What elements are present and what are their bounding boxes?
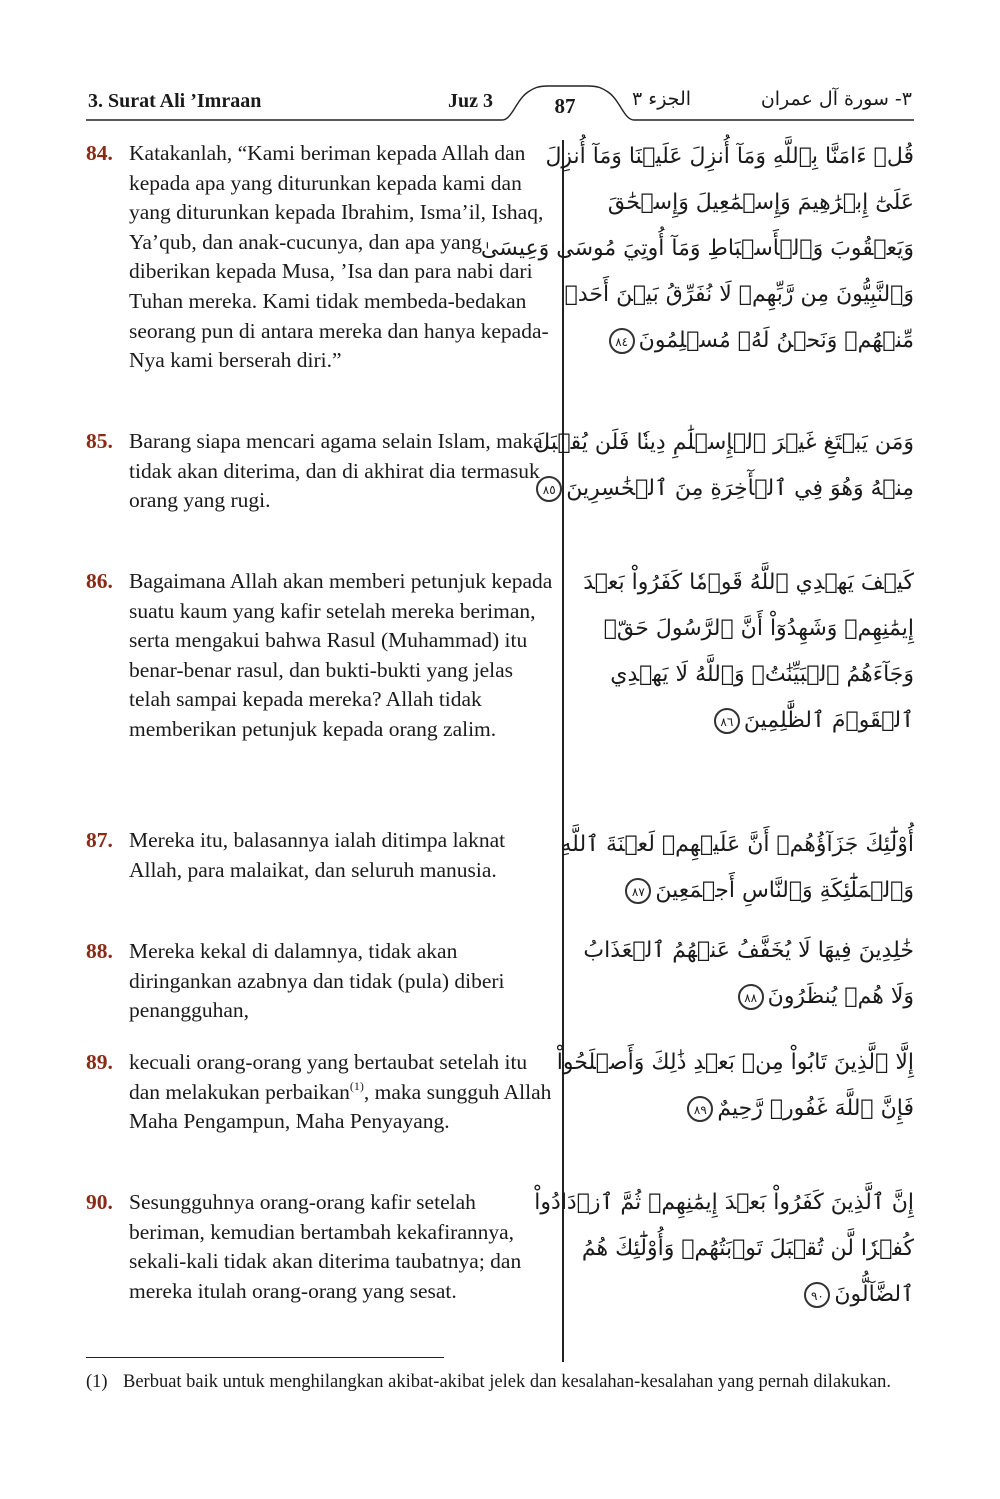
verse-arabic-85	[534, 420, 914, 512]
arabic-line: إِيمَٰنِهِمۡ وَشَهِدُوٓاْ أَنَّ ٱلرَّسُولَ حَقّٞ	[603, 616, 914, 641]
arabic-line: وَٱلنَّبِيُّونَ مِن رَّبِّهِمۡ لَا نُفَرِّقُ بَيۡنَ أَحَدٖ	[564, 282, 914, 307]
surah-title-latin: 3. Surat Ali ’Imraan	[88, 90, 262, 112]
arabic-line: إِلَّا ٱلَّذِينَ تَابُواْ مِنۢ بَعۡدِ ذَٰلِكَ وَأَصۡلَحُواْ	[556, 1050, 914, 1075]
ayah-end-marker: ٨٩	[687, 1096, 713, 1122]
arabic-line: وَجَآءَهُمُ ٱلۡبَيِّنَٰتُۚ وَٱللَّهُ لَا يَهۡدِي	[610, 662, 914, 687]
arabic-line: مِّنۡهُمۡ وَنَحۡنُ لَهُۥ مُسۡلِمُونَ	[638, 328, 914, 353]
verse-arabic-86	[583, 560, 914, 744]
column-divider	[562, 140, 564, 1362]
arabic-line: ٱلۡقَوۡمَ ٱلظَّٰلِمِينَ	[743, 708, 914, 733]
verse-text: Mereka itu, balasannya ialah ditimpa laknat Allah, para malaikat, dan seluruh manusia.	[129, 828, 506, 882]
page-header	[0, 0, 1000, 130]
arabic-line: إِنَّ ٱلَّذِينَ كَفَرُواْ بَعۡدَ إِيمَٰنِهِمۡ ثُمَّ ٱزۡدَادُواْ	[534, 1190, 914, 1215]
arabic-line: كُفۡرٗا لَّن تُقۡبَلَ تَوۡبَتُهُمۡ وَأُوْلَٰٓئِكَ هُمُ	[581, 1236, 914, 1261]
verse-number: 85.	[86, 429, 113, 453]
arabic-line: قُلۡ ءَامَنَّا بِٱللَّهِ وَمَآ أُنزِلَ عَلَيۡنَا وَمَآ أُنزِلَ	[545, 144, 914, 169]
ayah-end-marker: ٩٠	[804, 1282, 830, 1308]
verse-arabic-88	[583, 928, 914, 1020]
arabic-line: فَإِنَّ ٱللَّهَ غَفُورٞ رَّحِيمٌ	[717, 1096, 914, 1121]
footnote	[86, 1370, 914, 1395]
ayah-end-marker: ٨٧	[625, 878, 651, 904]
verse-number: 86.	[86, 569, 113, 593]
verse-translation-89	[86, 1048, 556, 1137]
verse-arabic-84	[480, 134, 914, 364]
verse-translation-90	[86, 1188, 556, 1306]
page-number: 87	[554, 94, 576, 118]
verse-translation-87	[86, 826, 556, 885]
verse-text-part: , maka sungguh Allah Maha Pengampun, Maha Penyayang.	[129, 1079, 552, 1134]
footnote-marker: (1)	[86, 1372, 108, 1392]
verse-text-part: kecuali orang-orang yang bertaubat setelah itu dan melakukan perbaikan	[129, 1050, 528, 1104]
verse-text: Barang siapa mencari agama selain Islam, maka tidak akan diterima, dan di akhirat dia termasuk orang yang rugi.	[129, 429, 543, 513]
arabic-line: أُوْلَٰٓئِكَ جَزَآؤُهُمۡ أَنَّ عَلَيۡهِمۡ لَعۡنَةَ ٱللَّهِ	[560, 832, 914, 857]
verse-text: Mereka kekal di dalamnya, tidak akan diringankan azabnya dan tidak (pula) diberi penangguhan,	[129, 939, 505, 1023]
juz-label-latin: Juz 3	[448, 90, 493, 112]
arabic-line: وَمَن يَبۡتَغِ غَيۡرَ ٱلۡإِسۡلَٰمِ دِينٗا فَلَن يُقۡبَلَ	[534, 430, 914, 455]
footnote-reference[interactable]: (1)	[349, 1078, 364, 1093]
ayah-end-marker: ٨٦	[714, 708, 740, 734]
ayah-end-marker: ٨٨	[738, 984, 764, 1010]
arabic-line: عَلَىٰٓ إِبۡرَٰهِيمَ وَإِسۡمَٰعِيلَ وَإِسۡحَٰقَ	[607, 190, 914, 215]
verse-text: Katakanlah, “Kami beriman kepada Allah dan kepada apa yang diturunkan kepada kami dan yang diturunkan kepada Ibrahim, Isma’il, Ishaq, Ya’qub, dan anak-cucunya, dan apa yang diberikan kepada Musa, ’Isa dan para nabi dari Tuhan mereka. Kami tidak membeda-bedakan seorang pun di antara mereka dan hanya kepada-Nya kami berserah diri.”	[129, 141, 549, 373]
arabic-line: خَٰلِدِينَ فِيهَا لَا يُخَفَّفُ عَنۡهُمُ ٱلۡعَذَابُ	[583, 938, 914, 963]
verse-text: Bagaimana Allah akan memberi petunjuk kepada suatu kaum yang kafir setelah mereka beriman, serta mengakui bahwa Rasul (Muhammad) itu benar-benar rasul, dan bukti-bukti yang jelas telah sampai kepada mereka? Allah tidak memberikan petunjuk kepada orang zalim.	[129, 569, 553, 741]
juz-label-arabic: الجزء ٣	[632, 88, 692, 110]
footnote-text: Berbuat baik untuk menghilangkan akibat-akibat jelek dan kesalahan-kesalahan yang pernah dilakukan.	[123, 1372, 891, 1392]
verse-number: 88.	[86, 939, 113, 963]
arabic-line: ٱلضَّآلُّونَ	[834, 1282, 914, 1307]
verse-translation-86	[86, 567, 556, 745]
footnote-divider	[86, 1357, 444, 1358]
ayah-end-marker: ٨٤	[609, 328, 635, 354]
arabic-line: مِنۡهُ وَهُوَ فِي ٱلۡأٓخِرَةِ مِنَ ٱلۡخَٰسِرِينَ	[566, 476, 914, 501]
verse-text: Sesungguhnya orang-orang kafir setelah beriman, kemudian bertambah kekafirannya, sekali-kali tidak akan diterima taubatnya; dan mereka itulah orang-orang yang sesat.	[129, 1190, 522, 1303]
verse-arabic-89	[556, 1040, 914, 1132]
verse-number: 84.	[86, 141, 113, 165]
arabic-line: كَيۡفَ يَهۡدِي ٱللَّهُ قَوۡمٗا كَفَرُواْ بَعۡدَ	[583, 570, 914, 595]
verse-number: 89.	[86, 1050, 113, 1074]
verse-number: 90.	[86, 1190, 113, 1214]
verse-number: 87.	[86, 828, 113, 852]
surah-title-arabic: ٣- سورة آل عمران	[760, 88, 912, 110]
ayah-end-marker: ٨٥	[536, 476, 562, 502]
arabic-line: وَيَعۡقُوبَ وَٱلۡأَسۡبَاطِ وَمَآ أُوتِيَ مُوسَىٰ وَعِيسَىٰ	[480, 236, 914, 261]
verse-translation-85	[86, 427, 556, 516]
verse-arabic-90	[534, 1180, 914, 1318]
verse-translation-88	[86, 937, 556, 1026]
arabic-line: وَٱلۡمَلَٰٓئِكَةِ وَٱلنَّاسِ أَجۡمَعِينَ	[655, 878, 914, 903]
verse-text	[129, 1048, 556, 1137]
verse-arabic-87	[560, 822, 914, 914]
arabic-line: وَلَا هُمۡ يُنظَرُونَ	[767, 984, 914, 1009]
